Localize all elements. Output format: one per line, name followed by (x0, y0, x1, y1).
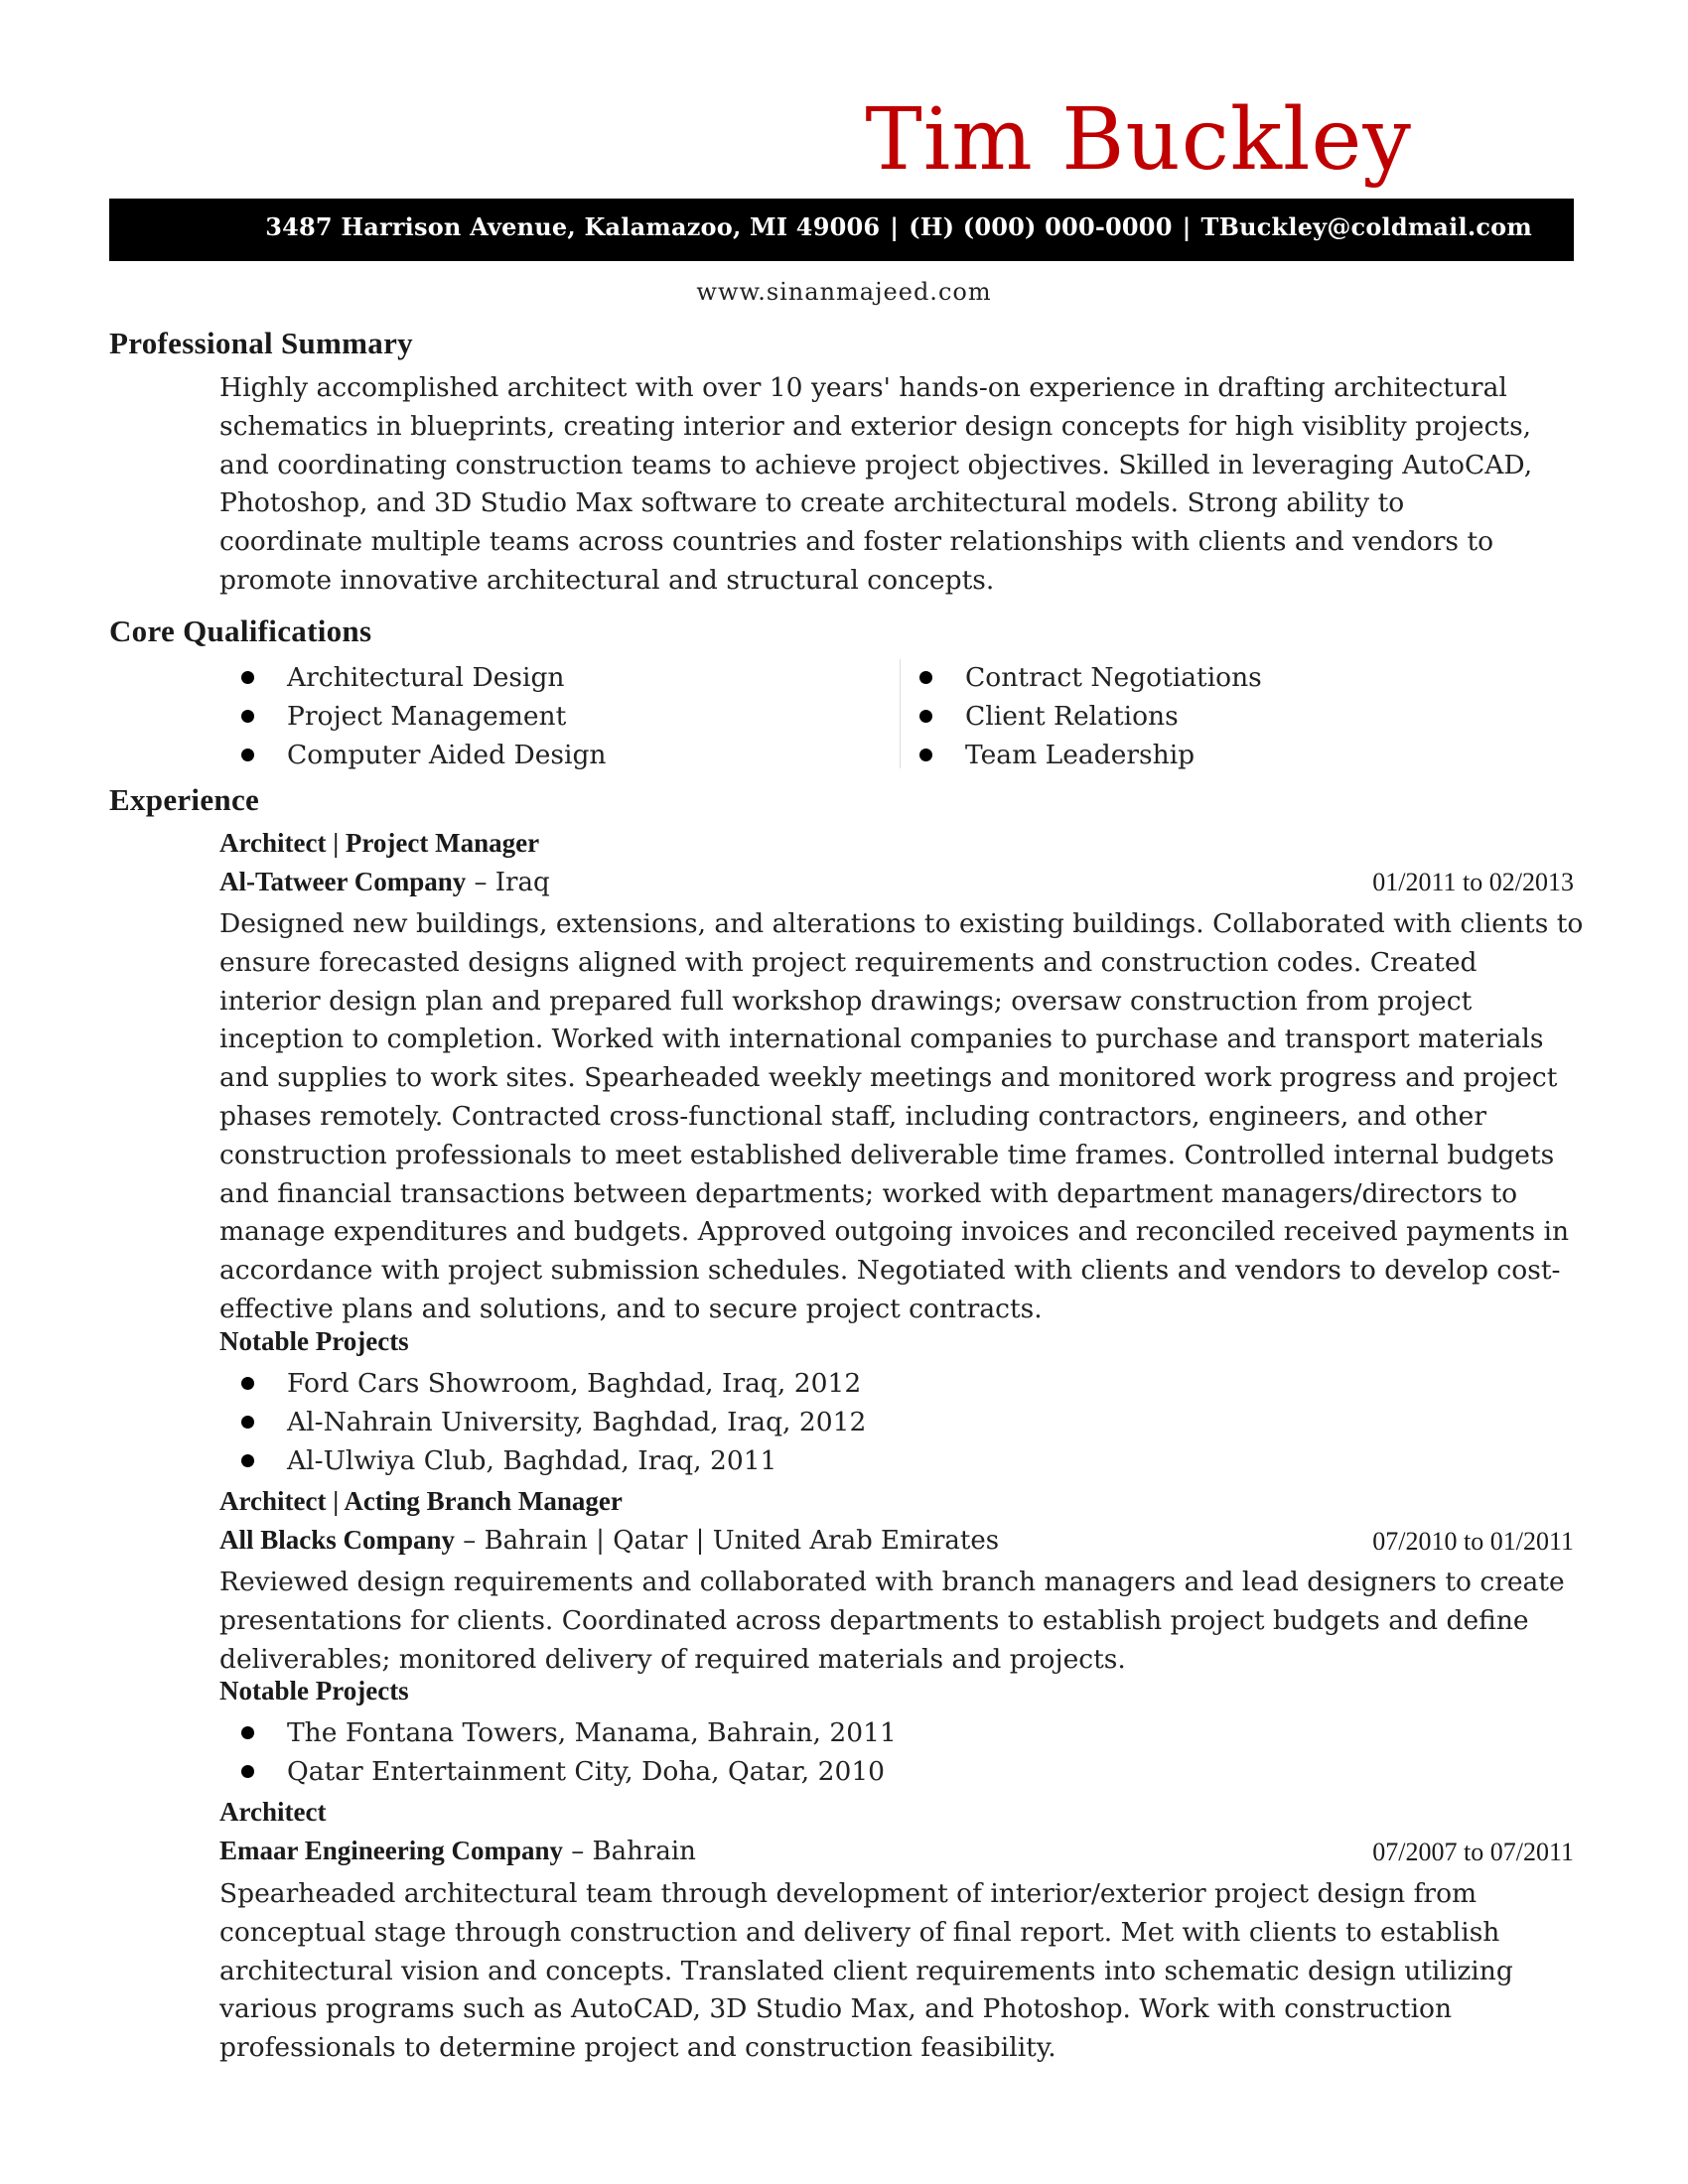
contact-info (265, 212, 1532, 241)
job-title: Architect | Project Manager (219, 828, 540, 858)
qualification-label: Project Management (287, 701, 567, 732)
bullet-icon (241, 1454, 254, 1467)
job-location: – Bahrain | Qatar | United Arab Emirates (455, 1526, 1000, 1556)
job-title: Architect (219, 1797, 327, 1827)
candidate-name: Tim Buckley (865, 90, 1412, 190)
bullet-icon (919, 671, 932, 684)
company-name: All Blacks Company (219, 1525, 456, 1555)
summary-text: Highly accomplished architect with over 10 years' hands-on experience in drafting architectural schematics in blueprints, creating interior and exterior design concepts for high visiblity projects, and coordinating construction teams to achieve project objectives. Skilled in leveraging AutoCAD, Photoshop, and 3D Studio Max software to create architectural models. Strong ability to coordinate multiple teams across countries and foster relationships with clients and vendors to promote innovative architectural and structural concepts. (219, 372, 1533, 596)
separator: | (890, 212, 900, 241)
bullet-icon (241, 710, 254, 723)
project-label: The Fontana Towers, Manama, Bahrain, 2011 (287, 1717, 897, 1748)
qualifications-right (919, 658, 1262, 774)
job-title: Architect | Acting Branch Manager (219, 1486, 623, 1516)
section-title-qualifications: Core Qualifications (109, 614, 372, 648)
bullet-icon (241, 1377, 254, 1390)
job-location: – Iraq (466, 868, 550, 897)
qualification-label: Team Leadership (965, 740, 1196, 770)
list-item (241, 1403, 866, 1441)
project-list (241, 1364, 866, 1480)
company-name: Emaar Engineering Company (219, 1836, 564, 1865)
column-divider (900, 659, 901, 768)
qualification-label: Client Relations (965, 701, 1179, 732)
project-label: Ford Cars Showroom, Baghdad, Iraq, 2012 (287, 1368, 862, 1399)
bullet-icon (241, 1765, 254, 1778)
qualification-label: Computer Aided Design (287, 740, 607, 770)
qualifications-left (241, 658, 607, 774)
contact-bar (109, 199, 1574, 261)
section-title-summary: Professional Summary (109, 326, 413, 360)
company-line (219, 867, 550, 897)
job-location: – Bahrain (563, 1837, 696, 1866)
list-item (241, 1752, 897, 1791)
qualification-label: Architectural Design (287, 662, 565, 693)
website-link[interactable]: www.sinanmajeed.com (696, 278, 992, 306)
bullet-icon (241, 671, 254, 684)
project-label: Al-Ulwiya Club, Baghdad, Iraq, 2011 (287, 1445, 777, 1476)
company-name: Al-Tatweer Company (219, 867, 467, 896)
bullet-icon (241, 749, 254, 761)
project-list (241, 1713, 897, 1791)
job-description: Reviewed design requirements and collaborated with branch managers and lead designers to create presentations for clients. Coordinated across departments to establish project budgets and define deliverables; monitored delivery of required materials and projects. (219, 1567, 1565, 1675)
phone: (H) (000) 000-0000 (909, 212, 1173, 241)
company-line (219, 1836, 696, 1866)
job-dates: 01/2011 to 02/2013 (1372, 868, 1574, 896)
address: 3487 Harrison Avenue, Kalamazoo, MI 49006 (265, 212, 881, 241)
project-label: Qatar Entertainment City, Doha, Qatar, 2010 (287, 1756, 886, 1787)
list-item (919, 736, 1262, 774)
job-dates: 07/2010 to 01/2011 (1372, 1527, 1574, 1556)
list-item (241, 697, 607, 736)
notable-projects-label: Notable Projects (219, 1326, 409, 1356)
job-dates: 07/2007 to 07/2011 (1372, 1838, 1574, 1866)
list-item (241, 1713, 897, 1752)
email: TBuckley@coldmail.com (1200, 212, 1532, 241)
section-title-experience: Experience (109, 782, 260, 817)
list-item (241, 1364, 866, 1403)
list-item (241, 1441, 866, 1480)
bullet-icon (919, 749, 932, 761)
project-label: Al-Nahrain University, Baghdad, Iraq, 2012 (287, 1407, 867, 1437)
bullet-icon (919, 710, 932, 723)
list-item (919, 697, 1262, 736)
separator: | (1182, 212, 1192, 241)
qualification-label: Contract Negotiations (965, 662, 1262, 693)
bullet-icon (241, 1416, 254, 1429)
company-line (219, 1525, 999, 1556)
notable-projects-label: Notable Projects (219, 1676, 409, 1706)
list-item (241, 658, 607, 697)
list-item (919, 658, 1262, 697)
job-description: Designed new buildings, extensions, and alterations to existing buildings. Collaborated with clients to ensure forecasted designs aligned with project requirements and construction codes. Created interior design plan and prepared full workshop drawings; oversaw construction from project inception to completion. Worked with international companies to purchase and transport materials and supplies to work sites. Spearheaded weekly meetings and monitored work progress and project phases remotely. Contracted cross-functional staff, including contractors, engineers, and other construction professionals to meet established deliverable time frames. Controlled internal budgets and financial transactions between departments; worked with department managers/directors to manage expenditures and budgets. Approved outgoing invoices and reconciled received payments in accordance with project submission schedules. Negotiated with clients and vendors to develop cost-effective plans and solutions, and to secure project contracts. (219, 908, 1584, 1324)
bullet-icon (241, 1726, 254, 1739)
list-item (241, 736, 607, 774)
job-description: Spearheaded architectural team through development of interior/exterior project design from conceptual stage through construction and delivery of final report. Met with clients to establish architectural vision and concepts. Translated client requirements into schematic design utilizing various programs such as AutoCAD, 3D Studio Max, and Photoshop. Work with construction professionals to determine project and construction feasibility. (219, 1878, 1513, 2064)
